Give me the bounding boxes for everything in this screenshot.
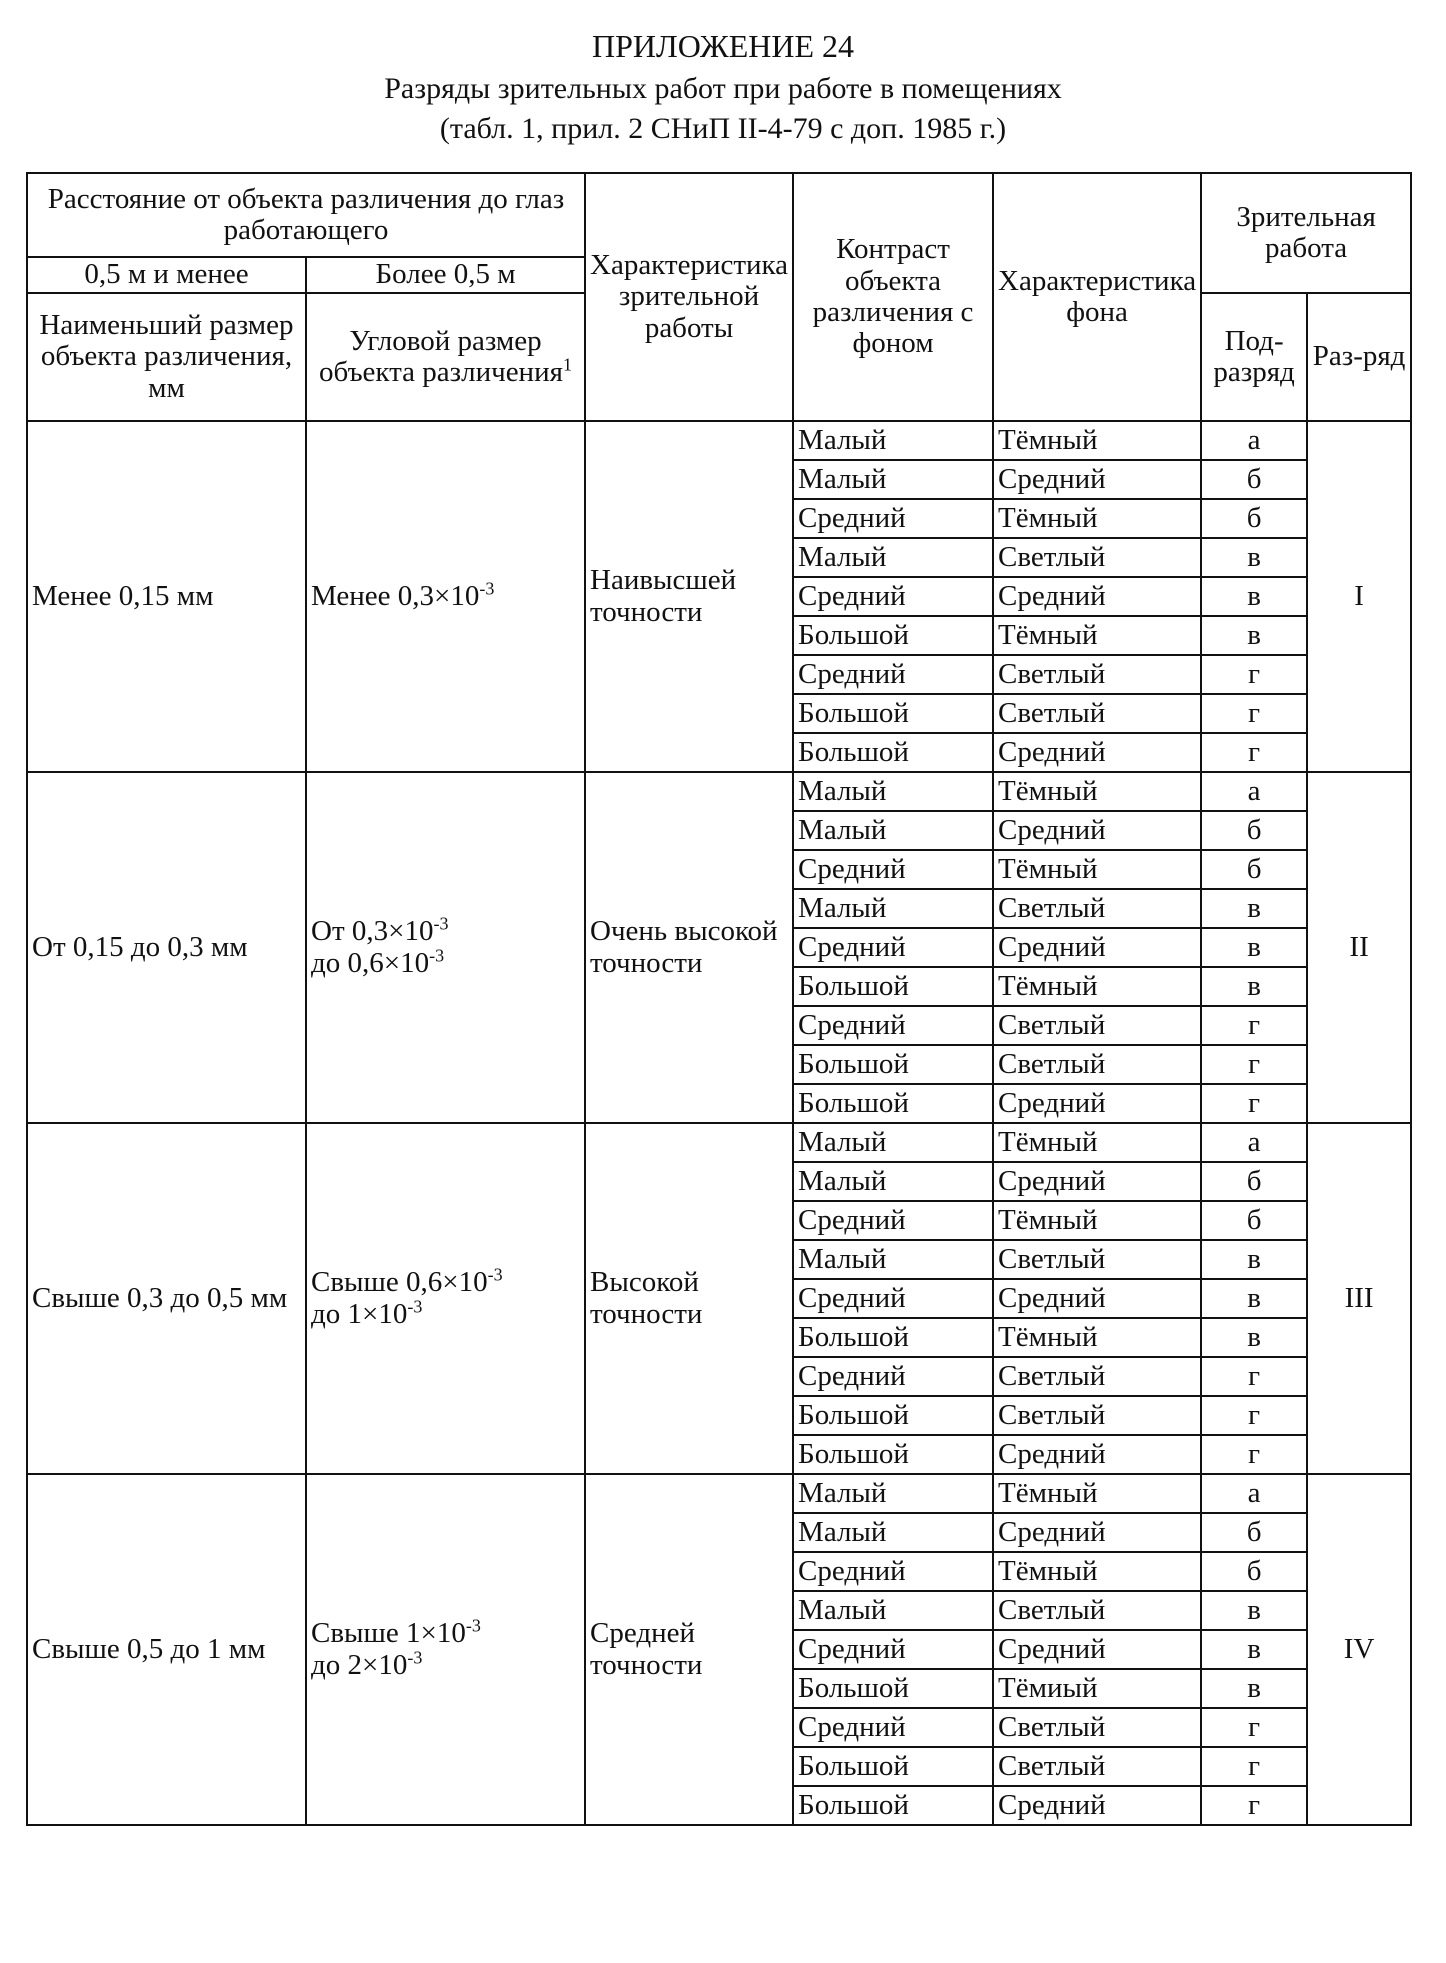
subcategory-cell: в — [1201, 1630, 1307, 1669]
contrast-cell: Малый — [793, 421, 993, 460]
contrast-cell: Малый — [793, 1123, 993, 1162]
contrast-cell: Малый — [793, 1474, 993, 1513]
background-cell: Тёмный — [993, 772, 1201, 811]
contrast-cell: Малый — [793, 889, 993, 928]
background-cell: Тёмиый — [993, 1669, 1201, 1708]
angular-size-line — [311, 1646, 580, 1681]
subcategory-cell: г — [1201, 1357, 1307, 1396]
subcategory-cell: в — [1201, 1318, 1307, 1357]
subcategory-cell: в — [1201, 889, 1307, 928]
background-header: Характеристика фона — [993, 173, 1201, 421]
subcategory-cell: в — [1201, 1279, 1307, 1318]
min-size-cell: От 0,15 до 0,3 мм — [27, 772, 306, 1123]
contrast-cell: Большой — [793, 1084, 993, 1123]
contrast-cell: Большой — [793, 1045, 993, 1084]
distance-header: Расстояние от объекта различения до глаз работающего — [27, 173, 585, 257]
contrast-cell: Средний — [793, 1630, 993, 1669]
contrast-cell: Средний — [793, 1201, 993, 1240]
background-cell: Светлый — [993, 1708, 1201, 1747]
subcategory-cell: г — [1201, 1708, 1307, 1747]
angular-size-cell — [306, 421, 585, 772]
min-size-cell: Менее 0,15 мм — [27, 421, 306, 772]
angular-size-line — [311, 944, 580, 979]
contrast-cell: Большой — [793, 1396, 993, 1435]
subcategory-cell: в — [1201, 616, 1307, 655]
visual-work-categories-table — [26, 172, 1412, 1826]
background-cell: Тёмный — [993, 967, 1201, 1006]
subcategory-cell: г — [1201, 694, 1307, 733]
contrast-cell: Большой — [793, 1747, 993, 1786]
background-cell: Тёмный — [993, 1318, 1201, 1357]
angular-size-value: Свыше 0,6×10 — [311, 1266, 488, 1299]
subcategory-cell: а — [1201, 772, 1307, 811]
background-cell: Средний — [993, 1513, 1201, 1552]
subcategory-cell: б — [1201, 1552, 1307, 1591]
subcategory-cell: б — [1201, 499, 1307, 538]
background-cell: Тёмный — [993, 616, 1201, 655]
visual-work-header: Зрительная работа — [1201, 173, 1411, 293]
contrast-cell: Средний — [793, 1552, 993, 1591]
angular-size-cell — [306, 772, 585, 1123]
angular-size-value: до 1×10 — [311, 1297, 408, 1330]
category-cell: I — [1307, 421, 1411, 772]
subcategory-cell: в — [1201, 1591, 1307, 1630]
subcategory-cell: в — [1201, 1669, 1307, 1708]
category-cell: III — [1307, 1123, 1411, 1474]
subcategory-cell: в — [1201, 928, 1307, 967]
subcategory-cell: г — [1201, 1006, 1307, 1045]
subcategory-cell: б — [1201, 850, 1307, 889]
category-cell: II — [1307, 772, 1411, 1123]
background-cell: Светлый — [993, 538, 1201, 577]
angular-size-line — [311, 1264, 580, 1299]
angular-size-value: Менее 0,3×10 — [311, 579, 480, 612]
distance-near-header: 0,5 м и менее — [27, 257, 306, 293]
contrast-cell: Средний — [793, 850, 993, 889]
contrast-cell: Большой — [793, 694, 993, 733]
contrast-cell: Малый — [793, 772, 993, 811]
angular-size-exponent: -3 — [407, 1646, 423, 1667]
background-cell: Тёмный — [993, 1201, 1201, 1240]
table-reference: (табл. 1, прил. 2 СНиП II-4-79 с доп. 1985 г.) — [439, 112, 1007, 145]
angular-size-exponent: -3 — [465, 1615, 481, 1636]
subcategory-cell: в — [1201, 1240, 1307, 1279]
background-cell: Светлый — [993, 889, 1201, 928]
contrast-cell: Средний — [793, 1279, 993, 1318]
table-subtitle: Разряды зрительных работ при работе в помещениях — [384, 72, 1062, 105]
contrast-cell: Большой — [793, 1318, 993, 1357]
contrast-cell: Средний — [793, 1708, 993, 1747]
background-cell: Средний — [993, 811, 1201, 850]
angular-size-header — [306, 293, 585, 421]
contrast-cell: Средний — [793, 655, 993, 694]
subcategory-cell: б — [1201, 1513, 1307, 1552]
subcategory-cell: в — [1201, 577, 1307, 616]
contrast-cell: Средний — [793, 499, 993, 538]
angular-size-value: Свыше 1×10 — [311, 1617, 466, 1650]
background-cell: Тёмный — [993, 1474, 1201, 1513]
footnote-mark: 1 — [562, 354, 572, 375]
subcategory-cell: б — [1201, 1201, 1307, 1240]
background-cell: Средний — [993, 733, 1201, 772]
angular-size-exponent: -3 — [407, 1295, 423, 1316]
min-size-cell: Свыше 0,5 до 1 мм — [27, 1474, 306, 1825]
background-cell: Средний — [993, 577, 1201, 616]
subcategory-cell: в — [1201, 967, 1307, 1006]
angular-size-exponent: -3 — [429, 944, 445, 965]
contrast-cell: Большой — [793, 967, 993, 1006]
background-cell: Средний — [993, 1084, 1201, 1123]
appendix-title: ПРИЛОЖЕНИЕ 24 — [591, 28, 854, 64]
background-cell: Средний — [993, 1435, 1201, 1474]
subcategory-cell: г — [1201, 1435, 1307, 1474]
header-row — [27, 173, 1411, 257]
background-cell: Средний — [993, 1630, 1201, 1669]
subcategory-cell: б — [1201, 811, 1307, 850]
angular-size-value: От 0,3×10 — [311, 915, 434, 948]
subcategory-cell: в — [1201, 538, 1307, 577]
background-cell: Светлый — [993, 1006, 1201, 1045]
background-cell: Средний — [993, 928, 1201, 967]
angular-size-cell — [306, 1474, 585, 1825]
category-header: Раз-ряд — [1307, 293, 1411, 421]
work-characteristic-cell: Очень высокой точности — [585, 772, 793, 1123]
table-row — [27, 772, 1411, 811]
background-cell: Средний — [993, 1786, 1201, 1825]
subcategory-cell: г — [1201, 733, 1307, 772]
category-cell: IV — [1307, 1474, 1411, 1825]
background-cell: Тёмный — [993, 1552, 1201, 1591]
angular-size-value: до 0,6×10 — [311, 946, 430, 979]
contrast-cell: Малый — [793, 538, 993, 577]
background-cell: Светлый — [993, 1357, 1201, 1396]
contrast-cell: Большой — [793, 733, 993, 772]
background-cell: Светлый — [993, 1591, 1201, 1630]
angular-size-exponent: -3 — [479, 578, 495, 599]
background-cell: Тёмный — [993, 499, 1201, 538]
table-row — [27, 1123, 1411, 1162]
contrast-cell: Малый — [793, 811, 993, 850]
angular-size-cell — [306, 1123, 585, 1474]
contrast-cell: Средний — [793, 577, 993, 616]
contrast-cell: Большой — [793, 1786, 993, 1825]
angular-size-label: Угловой размер объекта различения — [319, 324, 563, 388]
angular-size-value: до 2×10 — [311, 1648, 408, 1681]
table-row — [27, 1474, 1411, 1513]
subcategory-cell: г — [1201, 1045, 1307, 1084]
subcategory-cell: г — [1201, 1786, 1307, 1825]
subcategory-cell: а — [1201, 1123, 1307, 1162]
contrast-header: Контраст объекта различения с фоном — [793, 173, 993, 421]
background-cell: Средний — [993, 460, 1201, 499]
subcategory-cell: б — [1201, 460, 1307, 499]
angular-size-exponent: -3 — [433, 913, 449, 934]
subcategory-header: Под-разряд — [1201, 293, 1307, 421]
angular-size-line — [311, 913, 580, 948]
background-cell: Тёмный — [993, 421, 1201, 460]
background-cell: Светлый — [993, 655, 1201, 694]
contrast-cell: Малый — [793, 1162, 993, 1201]
background-cell: Светлый — [993, 1240, 1201, 1279]
subcategory-cell: г — [1201, 1396, 1307, 1435]
subcategory-cell: б — [1201, 1162, 1307, 1201]
contrast-cell: Большой — [793, 1669, 993, 1708]
contrast-cell: Средний — [793, 928, 993, 967]
angular-size-line — [311, 1615, 580, 1650]
contrast-cell: Малый — [793, 460, 993, 499]
subcategory-cell: г — [1201, 1747, 1307, 1786]
angular-size-exponent: -3 — [487, 1264, 503, 1285]
subcategory-cell: г — [1201, 1084, 1307, 1123]
contrast-cell: Средний — [793, 1006, 993, 1045]
work-characteristic-cell: Средней точности — [585, 1474, 793, 1825]
contrast-cell: Малый — [793, 1240, 993, 1279]
contrast-cell: Малый — [793, 1591, 993, 1630]
angular-size-line — [311, 1295, 580, 1330]
background-cell: Светлый — [993, 1396, 1201, 1435]
angular-size-line — [311, 578, 580, 612]
subcategory-cell: а — [1201, 1474, 1307, 1513]
contrast-cell: Большой — [793, 1435, 993, 1474]
contrast-cell: Средний — [793, 1357, 993, 1396]
min-size-cell: Свыше 0,3 до 0,5 мм — [27, 1123, 306, 1474]
background-cell: Светлый — [993, 694, 1201, 733]
min-size-header: Наименьший размер объекта различения, мм — [27, 293, 306, 421]
contrast-cell: Большой — [793, 616, 993, 655]
distance-far-header: Более 0,5 м — [306, 257, 585, 293]
work-characteristic-cell: Высокой точности — [585, 1123, 793, 1474]
background-cell: Средний — [993, 1279, 1201, 1318]
subcategory-cell: г — [1201, 655, 1307, 694]
background-cell: Тёмный — [993, 850, 1201, 889]
background-cell: Светлый — [993, 1747, 1201, 1786]
background-cell: Светлый — [993, 1045, 1201, 1084]
work-characteristic-cell: Наивысшей точности — [585, 421, 793, 772]
work-characteristic-header: Характеристика зрительной работы — [585, 173, 793, 421]
background-cell: Средний — [993, 1162, 1201, 1201]
background-cell: Тёмный — [993, 1123, 1201, 1162]
subcategory-cell: а — [1201, 421, 1307, 460]
contrast-cell: Малый — [793, 1513, 993, 1552]
table-row — [27, 421, 1411, 460]
